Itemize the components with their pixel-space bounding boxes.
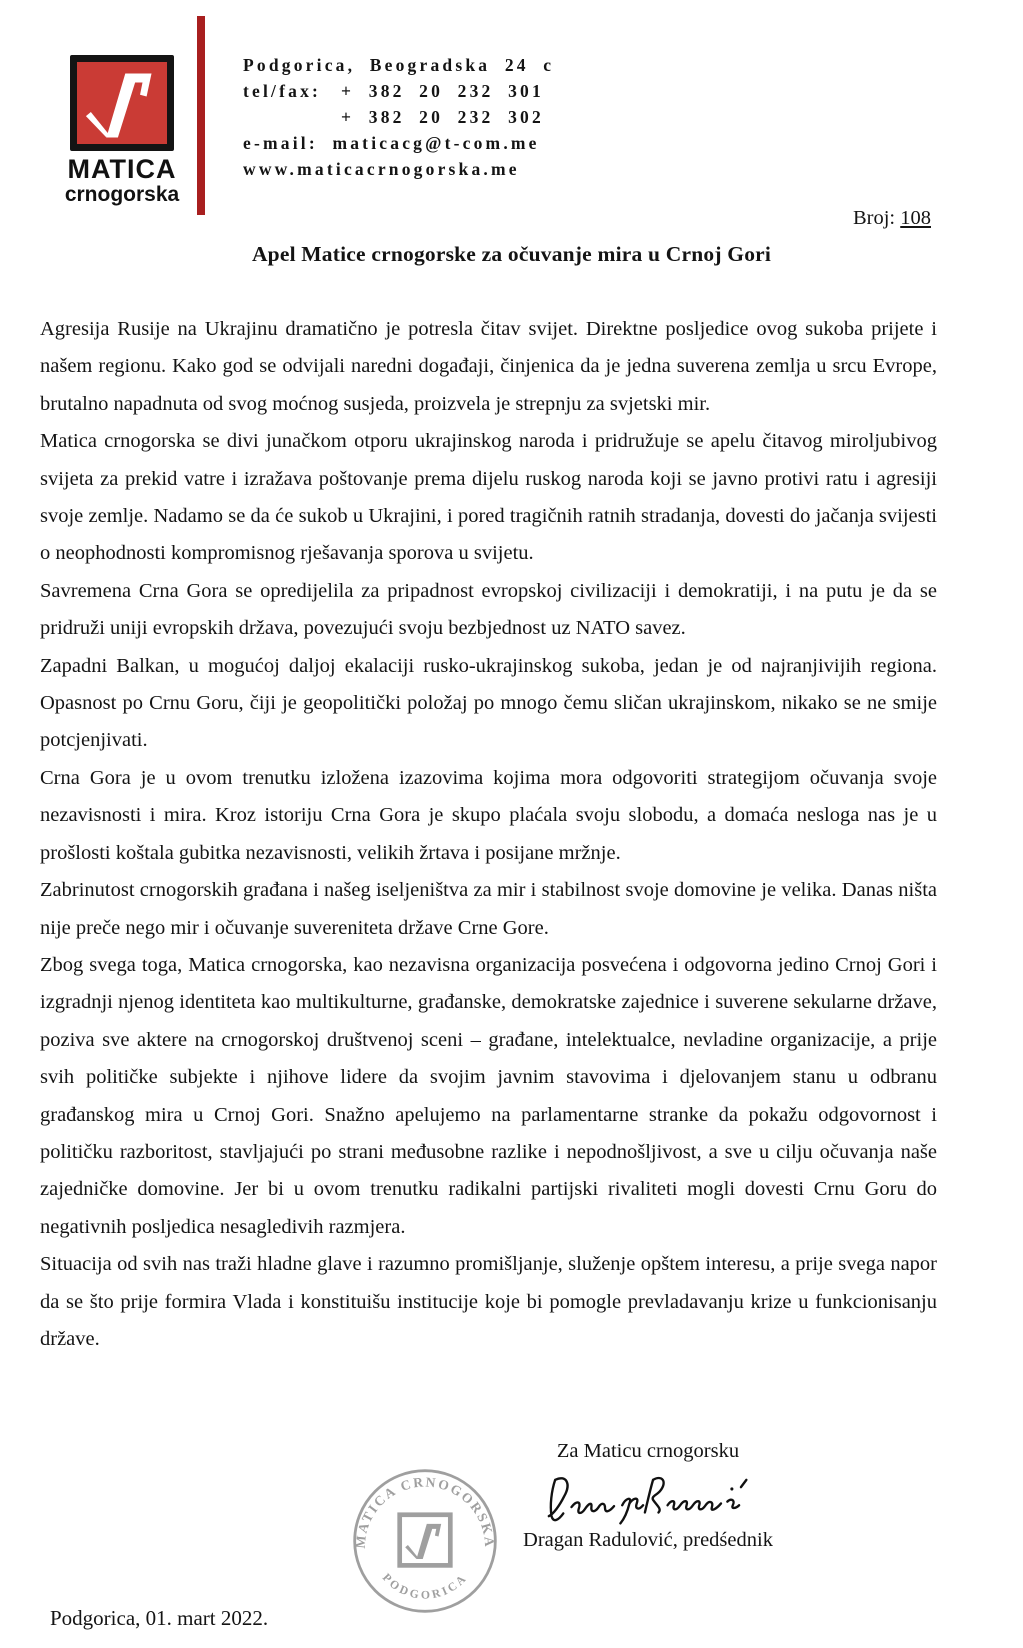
reference-label: Broj:: [852, 207, 896, 229]
logo-subname: crnogorska: [64, 183, 180, 206]
paragraph: Zbog svega toga, Matica crnogorska, kao nezavisna organizacija posvećena i odgovorna jedino Crnoj Gori i izgradnji njenog identiteta kao multikulturne, građanske, demokratske zajednice i suverene sekularne države, poziva sve aktere na crnogorskoj društvenoj sceni – građane, intelektualce, nevladine organizacije, a prije svih političke subjekte i njihove lidere da svojim javnim stavovima i djelovanjem stanu u odbranu građanskog mira u Crnoj Gori. Snažno apelujemo na parlamentarne stranke da pokažu odgovornost i političku razboritost, stavljajući po strani međusobne razlike i nepodnošljivost, a sve u cilju očuvanja naše zajedničke domovine. Jer bi u ovom trenutku radikalni partijski rivaliteti mogli dovesti Crnu Goru do negativnih posljedica nesagledivih razmjera.: [40, 953, 937, 1238]
signatory-name: Dragan Radulović, predśednik: [523, 1529, 773, 1551]
website-line: [243, 156, 554, 182]
signature-script: [536, 1469, 761, 1527]
document-body: [40, 311, 937, 1358]
paragraph: Savremena Crna Gora se opredijelila za pripadnost evropskoj civilizaciji i demokratiji, i na putu je da se pridruži uniji evropskih država, povezujući svoju bezbjednost uz NATO savez.: [40, 579, 937, 640]
reference-value: 108: [900, 207, 931, 229]
website-url: www.maticacrnogorska.me: [243, 159, 520, 179]
reference-number: [853, 207, 931, 230]
contact-block: [243, 52, 554, 182]
telfax-line: [243, 78, 554, 104]
letterhead-divider: [197, 16, 205, 215]
email-line: [243, 130, 554, 156]
paragraph: Situacija od svih nas traži hladne glave i razumno promišljanje, služenje opštem interesu, a prije svega napor da se što prije formira Vlada i konstituišu institucije koje bi pomogle prevladavanju krize u funkcionisanju države.: [40, 1253, 937, 1350]
telfax-label: tel/fax:: [243, 81, 322, 101]
email-label: e-mail:: [243, 133, 318, 153]
email-address: maticacg@t-com.me: [332, 133, 540, 153]
phone-number-1: + 382 20 232 301: [341, 81, 544, 101]
signature-for-line: Za Maticu crnogorsku: [556, 1440, 740, 1462]
organization-stamp: [350, 1466, 500, 1616]
document-title: Apel Matice crnogorske za očuvanje mira u Crnoj Gori: [251, 242, 772, 266]
phone2-line: [243, 104, 554, 130]
logo-emblem-icon: [70, 55, 174, 151]
stamp-bottom-text: PODGORICA: [379, 1570, 471, 1602]
organization-logo: [54, 55, 190, 206]
logo-name: MATICA: [67, 154, 177, 184]
paragraph: Zabrinutost crnogorskih građana i našeg iseljeništva za mir i stabilnost svoje domovine je velika. Danas ništa nije preče nego mir i očuvanje suvereniteta države Crne Gore.: [40, 879, 937, 939]
paragraph: Agresija Rusije na Ukrajinu dramatično je potresla čitav svijet. Direktne posljedice ovog sukoba prijete i našem regionu. Kako god se odvijali naredni događaji, činjenica da je jedna suverena zemlja u srcu Evrope, brutalno napadnuta od svog moćnog susjeda, proizvela je strepnju za svjetski mir.: [40, 318, 937, 415]
paragraph: Zapadni Balkan, u mogućoj daljoj ekalaciji rusko-ukrajinskog sukoba, jedan je od najranjivijih regiona. Opasnost po Crnu Goru, čiji je geopolitički položaj po mnogo čemu sličan ukrajinskom, nikako se ne smije potcjenjivati.: [40, 654, 937, 752]
signature-block: [498, 1440, 798, 1552]
paragraph: Matica crnogorska se divi junačkom otporu ukrajinskog naroda i pridružuje se apelu čitavog miroljubivog svijeta za prekid vatre i izražava poštovanje prema dijelu ruskog naroda koji se javno protivi ratu i agresiji svoje zemlje. Nadamo se da će sukob u Ukrajini, i pored tragičnih ratnih stradanja, dovesti do jačanja svijesti o neophodnosti kompromisnog rješavanja sporova u svijetu.: [40, 430, 937, 565]
svg-text:PODGORICA: [380, 1571, 470, 1602]
place-and-date: Podgorica, 01. mart 2022.: [50, 1606, 269, 1630]
address-line: Podgorica, Beogradska 24 c: [243, 55, 555, 75]
stamp-top-text: MATICA CRNOGORSKA: [352, 1474, 498, 1549]
phone-number-2: + 382 20 232 302: [341, 107, 544, 127]
paragraph: Crna Gora je u ovom trenutku izložena izazovima kojima mora odgovoriti strategijom očuvanja svoje nezavisnosti i mira. Kroz istoriju Crna Gora je skupo plaćala svoju slobodu, a domaća nesloga nas je u prošlosti koštala gubitka nezavisnosti, velikih žrtava i posijane mržnje.: [40, 766, 937, 864]
